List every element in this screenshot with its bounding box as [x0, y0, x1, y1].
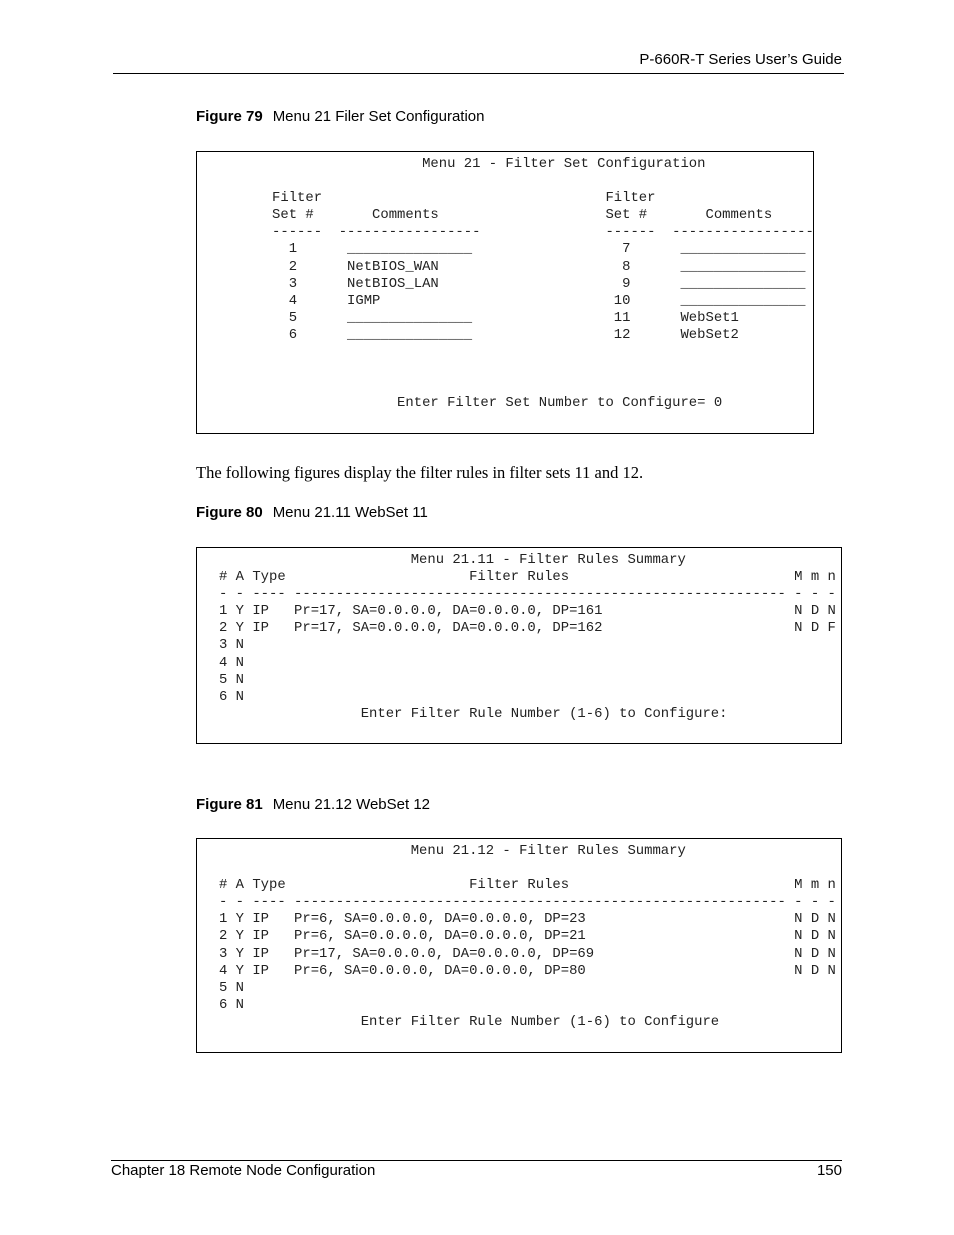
figure-81-caption: [196, 796, 430, 813]
header-divider: [113, 73, 844, 74]
intro-paragraph: The following figures display the filter rules in filter sets 11 and 12.: [196, 463, 644, 482]
figure-80-caption: [196, 504, 428, 521]
figure-80-label: Figure 80: [196, 504, 263, 521]
figure-79-terminal-screen: [196, 151, 814, 434]
figure-79-title: Menu 21 Filer Set Configuration: [272, 108, 485, 125]
figure-79-screen-text: Menu 21 - Filter Set Configuration Filter Filter Set # Comments Set # Comments ------ ----------------- ------ ----------------- 1 _______________ 7 _______________ 2 NetBIOS_WAN 8 _______________ 3 NetBIOS_LAN 9 _______________ 4 IGMP 10 _______________ 5 _______________ 11 WebSet1 6 _______________ 12 WebSet2 Enter Filter Set Number to Configure= 0: [272, 156, 814, 412]
figure-79-caption: [196, 108, 484, 125]
footer-divider: [111, 1160, 842, 1161]
figure-81-terminal-screen: [196, 838, 842, 1053]
running-header-title: P-660R-T Series User’s Guide: [639, 51, 842, 68]
page-number: 150: [816, 1162, 842, 1179]
figure-81-label: Figure 81: [196, 796, 263, 813]
footer-chapter: Chapter 18 Remote Node Configuration: [111, 1162, 376, 1179]
figure-81-title: Menu 21.12 WebSet 12: [272, 796, 431, 813]
figure-80-terminal-screen: [196, 547, 842, 744]
figure-80-screen-text: Menu 21.11 - Filter Rules Summary # A Type Filter Rules M m n - - ---- ----------------------------------------------------------- - - - 1 Y IP Pr=17, SA=0.0.0.0, DA=0.0.0.0, DP=161 N D N 2 Y IP Pr=17, SA=0.0.0.0, DA=0.0.0.0, DP=162 N D F 3 N 4 N 5 N 6 N Enter Filter Rule Number (1-6) to Configure:: [219, 552, 836, 722]
figure-80-title: Menu 21.11 WebSet 11: [272, 504, 428, 521]
figure-79-label: Figure 79: [196, 108, 263, 125]
figure-81-screen-text: Menu 21.12 - Filter Rules Summary # A Type Filter Rules M m n - - ---- ----------------------------------------------------------- - - - 1 Y IP Pr=6, SA=0.0.0.0, DA=0.0.0.0, DP=23 N D N 2 Y IP Pr=6, SA=0.0.0.0, DA=0.0.0.0, DP=21 N D N 3 Y IP Pr=17, SA=0.0.0.0, DA=0.0.0.0, DP=69 N D N 4 Y IP Pr=6, SA=0.0.0.0, DA=0.0.0.0, DP=80 N D N 5 N 6 N Enter Filter Rule Number (1-6) to Configure: [219, 843, 836, 1030]
